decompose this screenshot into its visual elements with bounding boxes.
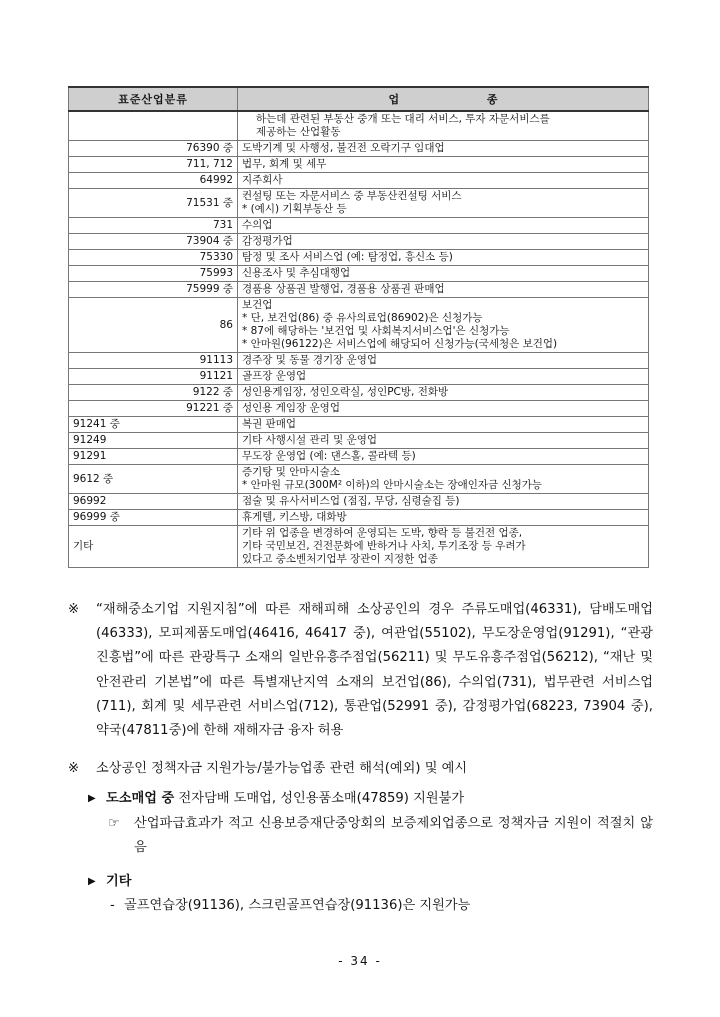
table-row — [69, 433, 649, 449]
pointing-hand-icon: ☞ — [108, 815, 120, 831]
industry-code: 71531 중 — [69, 189, 238, 218]
dash-bullet: - — [110, 898, 115, 914]
table-row — [69, 510, 649, 526]
table-row — [69, 282, 649, 298]
description-line: 증기탕 및 안마시술소 — [242, 466, 340, 478]
industry-description — [238, 234, 649, 250]
sub-other-heading: 기타 — [106, 874, 132, 890]
industry-description — [238, 218, 649, 234]
table-row — [69, 494, 649, 510]
description-line: * 안마원(96122)은 서비스업에 해당되어 신청가능(국세청은 보건업) — [242, 338, 558, 350]
notes-section — [68, 598, 653, 918]
description-line: 제공하는 산업활동 — [256, 126, 341, 138]
table-row — [69, 369, 649, 385]
industry-description — [238, 494, 649, 510]
industry-code: 9612 중 — [69, 465, 238, 494]
description-line: 신용조사 및 추심대행업 — [242, 267, 351, 279]
sub-other — [68, 870, 653, 894]
industry-code: 73904 중 — [69, 234, 238, 250]
description-line: 지주회사 — [242, 174, 283, 186]
table-row — [69, 526, 649, 568]
description-line: 경주장 및 동물 경기장 운영업 — [242, 354, 378, 366]
industry-code: 96992 — [69, 494, 238, 510]
table-row — [69, 173, 649, 189]
industry-description — [238, 141, 649, 157]
sub-other-detail-text: 골프연습장(91136), 스크린골프연습장(91136)은 지원가능 — [124, 898, 471, 914]
triangle-bullet-icon: ▶ — [88, 876, 96, 888]
sub-wholesale-heading: 도소매업 중 — [106, 791, 175, 807]
note-interpretation-text: 소상공인 정책자금 지원가능/불가능업종 관련 해석(예외) 및 예시 — [96, 761, 468, 777]
sub-wholesale-detail — [68, 812, 653, 860]
description-line: 컨설팅 또는 자문서비스 중 부동산컨설팅 서비스 — [242, 190, 462, 202]
description-line: 성인용게임장, 성인오락실, 성인PC방, 전화방 — [242, 386, 449, 398]
table-row — [69, 465, 649, 494]
industry-code: 75330 — [69, 250, 238, 266]
table-row — [69, 266, 649, 282]
industry-description — [238, 282, 649, 298]
sub-wholesale — [68, 787, 653, 811]
description-line: 경품용 상품권 발행업, 경품용 상품권 판매업 — [242, 283, 445, 295]
description-line: 하는데 관련된 부동산 중개 또는 대리 서비스, 투자 자문서비스를 — [256, 113, 550, 125]
table-row — [69, 250, 649, 266]
industry-description — [238, 449, 649, 465]
table-row — [69, 141, 649, 157]
industry-code: 91241 중 — [69, 417, 238, 433]
industry-description — [238, 369, 649, 385]
industry-code: 91113 — [69, 353, 238, 369]
description-line: 보건업 — [242, 299, 273, 311]
header-industry: 업 종 — [238, 87, 649, 111]
table-row — [69, 234, 649, 250]
description-line: * 단, 보건업(86) 중 유사의료업(86902)은 신청가능 — [242, 312, 483, 324]
description-line: 도박기계 및 사행성, 불건전 오락기구 임대업 — [242, 142, 445, 154]
industry-description — [238, 266, 649, 282]
description-line: 기타 위 업종을 변경하여 운영되는 도박, 향락 등 불건전 업종, — [242, 527, 523, 539]
industry-code: 91121 — [69, 369, 238, 385]
description-line: 휴게텔, 키스방, 대화방 — [242, 511, 347, 523]
reference-mark: ※ — [68, 761, 80, 777]
sub-wholesale-detail-text: 산업파급효과가 적고 신용보증재단중앙회의 보증제외업종으로 정책자금 지원이 적절치 않음 — [134, 815, 653, 855]
industry-code-table — [68, 86, 649, 568]
description-line: * 87에 해당하는 '보건업 및 사회복지서비스업'은 신청가능 — [242, 325, 510, 337]
industry-code: 75999 중 — [69, 282, 238, 298]
industry-code: 731 — [69, 218, 238, 234]
industry-code: 86 — [69, 298, 238, 353]
industry-code: 91221 중 — [69, 401, 238, 417]
reference-mark: ※ — [68, 602, 80, 617]
description-line: 있다고 중소벤처기업부 장관이 지정한 업종 — [242, 553, 438, 565]
industry-description — [238, 510, 649, 526]
industry-description — [238, 111, 649, 141]
industry-description — [238, 298, 649, 353]
description-line: 수의업 — [242, 219, 273, 231]
description-line: * 안마원 규모(300M² 이하)의 안마시술소는 장애인자금 신청가능 — [242, 479, 543, 491]
note-disaster-text: “재해중소기업 지원지침”에 따른 재해피해 소상공인의 경우 주류도매업(46331), 담배도매업(46333), 모피제품도매업(46416, 46417 중), 여관업(55102), 무도장운영업(91291), “관광진흥법”에 따른 관광특구 소재의 일반유흥주점업(56211) 및 무도유흥주점업(56212), “재난 및 안전관리 기본법”에 따른 특별재난지역 소재의 보건업(86), 수의업(731), 법무관련 서비스업(711), 회계 및 세무관련 서비스업(712), 통관업(52991 중), 감정평가업(68223, 73904 중), 약국(47811중)에 한해 재해자금 융자 허용 — [96, 602, 653, 739]
industry-code: 91249 — [69, 433, 238, 449]
description-line: 골프장 운영업 — [242, 370, 307, 382]
description-line: 기타 국민보건, 건전문화에 반하거나 사치, 투기조장 등 우려가 — [242, 540, 526, 552]
table-row — [69, 401, 649, 417]
industry-code: 기타 — [69, 526, 238, 568]
industry-code: 711, 712 — [69, 157, 238, 173]
industry-code: 9122 중 — [69, 385, 238, 401]
note-disaster — [68, 598, 653, 743]
industry-code: 91291 — [69, 449, 238, 465]
table-row — [69, 189, 649, 218]
industry-description — [238, 189, 649, 218]
industry-code: 64992 — [69, 173, 238, 189]
table-row — [69, 111, 649, 141]
table-row — [69, 157, 649, 173]
industry-description — [238, 417, 649, 433]
industry-description — [238, 250, 649, 266]
page-number: - 34 - — [338, 954, 382, 968]
table-row — [69, 385, 649, 401]
industry-code: 76390 중 — [69, 141, 238, 157]
table-row — [69, 417, 649, 433]
industry-description — [238, 157, 649, 173]
industry-code: 96999 중 — [69, 510, 238, 526]
industry-code: 75993 — [69, 266, 238, 282]
sub-wholesale-text: 전자담배 도매업, 성인용품소매(47859) 지원불가 — [174, 791, 465, 807]
industry-description — [238, 385, 649, 401]
industry-description — [238, 526, 649, 568]
description-line: 점술 및 유사서비스업 (점집, 무당, 심령술집 등) — [242, 495, 460, 507]
table-row — [69, 298, 649, 353]
description-line: 법무, 회계 및 세무 — [242, 158, 327, 170]
table-body — [69, 111, 649, 568]
industry-description — [238, 401, 649, 417]
table-row — [69, 353, 649, 369]
table-row — [69, 449, 649, 465]
industry-description — [238, 353, 649, 369]
table-header-row — [69, 87, 649, 111]
industry-description — [238, 465, 649, 494]
industry-description — [238, 433, 649, 449]
triangle-bullet-icon: ▶ — [88, 793, 96, 805]
description-line: 감정평가업 — [242, 235, 293, 247]
industry-description — [238, 173, 649, 189]
table-row — [69, 218, 649, 234]
description-line: 무도장 운영업 (예: 댄스홀, 콜라텍 등) — [242, 450, 416, 462]
header-code: 표준산업분류 — [69, 87, 238, 111]
industry-code — [69, 111, 238, 141]
description-line: 기타 사행시설 관리 및 운영업 — [242, 434, 378, 446]
description-line: 탐정 및 조사 서비스업 (예: 탐정업, 흥신소 등) — [242, 251, 453, 263]
description-line: * (예시) 기획부동산 등 — [242, 203, 347, 215]
description-line: 성인용 게임장 운영업 — [242, 402, 340, 414]
note-interpretation — [68, 757, 653, 781]
description-line: 복권 판매업 — [242, 418, 297, 430]
sub-other-detail — [68, 894, 653, 918]
